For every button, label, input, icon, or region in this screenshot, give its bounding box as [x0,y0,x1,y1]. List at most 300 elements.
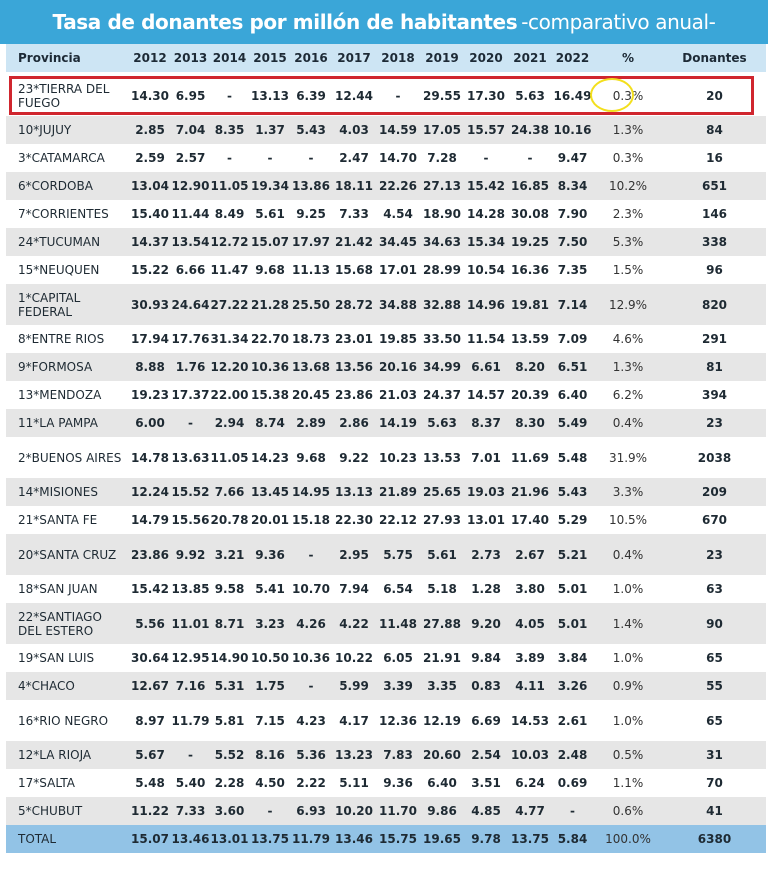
cell-2019: 6.40 [427,776,457,790]
cell-2014: - [227,88,232,103]
cell-2020: 9.84 [471,651,501,665]
cell-2012: 13.04 [131,179,169,193]
cell-2019: 5.63 [427,416,457,430]
cell-donantes: 651 [701,179,728,193]
cell-2015: 20.01 [251,513,289,527]
cell-2020: 13.01 [467,513,505,527]
cell-2016: 10.36 [292,651,330,665]
cell-2016: 14.95 [292,485,330,499]
cell-2018: 9.36 [383,776,413,790]
cell-2017: 2.86 [339,416,369,430]
cell-donantes: 820 [701,297,728,312]
cell-2014: 11.05 [210,450,249,465]
cell-2017: 4.17 [339,713,369,728]
cell-2019: 5.61 [427,547,457,562]
cell-2014: 8.35 [214,123,245,137]
cell-2020: 4.85 [471,804,501,818]
cell-2016: 18.73 [292,332,330,346]
cell-donantes: 16 [706,151,723,165]
cell-2017: 9.22 [339,450,369,465]
table-row [6,769,766,797]
cell-2012: 14.30 [131,88,169,103]
cell-2021: 20.39 [511,388,549,402]
cell-2017: 7.94 [339,582,369,596]
table-row [6,700,766,741]
cell-2014: 7.66 [214,485,245,499]
cell-provincia: 24*TUCUMAN [18,235,101,249]
cell-2021: 5.63 [515,88,545,103]
cell-2013: 6.66 [175,263,206,277]
cell-2020: 3.51 [471,776,501,790]
cell-donantes: 65 [706,713,723,728]
cell-2017: 4.22 [339,616,369,631]
cell-provincia: 15*NEUQUEN [18,263,100,277]
cell-2012: 15.42 [131,582,169,596]
cell-provincia: 10*JUJUY [18,123,72,137]
cell-provincia: 22*SANTIAGO DEL ESTERO [18,609,102,638]
cell-donantes: 96 [706,263,723,277]
cell-2021: 3.89 [515,651,545,665]
cell-donantes: 63 [706,582,723,596]
cell-2022: 7.50 [557,235,588,249]
cell-2019: 21.91 [423,651,461,665]
cell-2017: 5.11 [339,776,369,790]
cell-2017: 21.42 [335,235,373,249]
cell-2015: 15.38 [251,388,289,402]
cell-pct: 0.4% [612,416,644,430]
cell-2022: 2.61 [557,713,588,728]
cell-2017: 5.99 [339,679,369,693]
cell-2016: 9.68 [296,450,326,465]
cell-provincia: 11*LA PAMPA [18,416,98,430]
cell-2013: 11.01 [171,616,210,631]
cell-2018: 5.75 [383,547,413,562]
cell-donantes: 65 [706,651,723,665]
cell-pct: 1.0% [612,713,644,728]
cell-2013: 7.04 [175,123,206,137]
cell-2017: 10.22 [335,651,373,665]
cell-2019: 27.93 [423,513,461,527]
cell-2012: 30.64 [131,651,169,665]
cell-2017: 4.03 [339,123,369,137]
cell-pct: 2.3% [612,207,644,221]
cell-pct: 1.1% [612,776,644,790]
cell-2019: 13.53 [423,450,461,465]
cell-2015: 22.70 [251,332,289,346]
cell-2013: 7.33 [175,804,206,818]
cell-2021: 10.03 [511,748,549,762]
cell-2022: 6.40 [557,388,588,402]
table-row [6,797,766,825]
cell-2021: 8.30 [515,416,545,430]
table-row [6,228,766,256]
cell-2020: 15.42 [467,179,505,193]
cell-2022: - [570,804,575,818]
cell-2021: - [527,151,533,165]
cell-2017: 18.11 [335,179,373,193]
cell-2016: 4.23 [296,713,326,728]
cell-pct: 0.5% [612,748,644,762]
cell-2020: 14.96 [467,297,505,312]
cell-2015: 15.07 [251,235,289,249]
cell-2022: 5.21 [557,547,588,562]
cell-2021: 16.36 [511,263,549,277]
cell-2021: 11.69 [511,450,549,465]
cell-2017: 2.95 [339,547,369,562]
total-row [6,825,766,853]
cell-donantes: 338 [701,235,728,249]
cell-2018: 10.23 [379,450,417,465]
cell-2015: 13.75 [251,832,289,846]
header-2012: 2012 [133,51,167,65]
cell-2021: 6.24 [515,776,545,790]
cell-2012: 14.79 [131,513,169,527]
cell-2016: 6.39 [296,88,326,103]
cell-2018: 11.48 [379,616,417,631]
cell-provincia: 4*CHACO [18,679,75,693]
cell-donantes: 55 [706,679,723,693]
cell-2022: 9.47 [557,151,588,165]
table-row [6,437,766,478]
cell-2021: 16.85 [511,179,549,193]
cell-2014: 5.81 [214,713,245,728]
header-pct: % [621,51,635,65]
table-header-row [6,44,766,72]
header-2017: 2017 [337,51,371,65]
cell-pct: 1.5% [612,263,644,277]
cell-2014: 22.00 [210,388,249,402]
cell-2012: 5.56 [135,616,165,631]
cell-2012: 14.78 [131,450,169,465]
cell-2021: 2.67 [515,547,545,562]
cell-pct: 0.4% [612,547,644,562]
header-2019: 2019 [425,51,459,65]
cell-provincia: TOTAL [18,832,57,846]
cell-2022: 5.49 [557,416,588,430]
cell-2015: - [267,151,273,165]
cell-2022: 7.14 [557,297,588,312]
cell-pct: 1.0% [612,651,644,665]
cell-2018: 6.54 [383,582,413,596]
cell-2016: 2.89 [296,416,326,430]
table-row [6,672,766,700]
cell-2020: 8.37 [471,416,501,430]
cell-donantes: 23 [706,416,723,430]
cell-pct: 1.3% [612,123,644,137]
cell-2013: 15.56 [171,513,210,527]
cell-2017: 7.33 [339,207,369,221]
cell-2019: 33.50 [423,332,461,346]
cell-2016: 5.36 [296,748,326,762]
cell-2019: 28.99 [423,263,461,277]
header-2018: 2018 [381,51,415,65]
cell-donantes: 31 [706,748,723,762]
cell-2022: 10.16 [553,123,592,137]
cell-2021: 13.75 [511,832,549,846]
cell-2012: 12.67 [131,679,169,693]
cell-2019: 27.13 [423,179,461,193]
cell-pct: 10.5% [608,513,648,527]
table-row [6,478,766,506]
cell-2020: - [483,151,489,165]
cell-2014: 31.34 [210,332,249,346]
cell-2015: 4.50 [255,776,285,790]
cell-2012: 5.48 [135,776,165,790]
cell-donantes: 6380 [697,832,732,846]
cell-2014: 20.78 [210,513,249,527]
cell-2016: 10.70 [292,582,330,596]
table-row [6,409,766,437]
cell-2019: 34.63 [423,235,461,249]
cell-2020: 14.28 [467,207,505,221]
cell-2012: 6.00 [135,416,165,430]
cell-2014: 12.72 [210,235,249,249]
cell-2018: 12.36 [379,713,417,728]
cell-2019: 20.60 [423,748,461,762]
cell-2014: 8.49 [214,207,245,221]
header-2015: 2015 [253,51,287,65]
cell-2013: 24.64 [171,297,210,312]
cell-2013: 1.76 [175,360,206,374]
cell-2021: 13.59 [511,332,549,346]
cell-2015: 14.23 [251,450,289,465]
cell-2012: 23.86 [131,547,169,562]
cell-donantes: 670 [701,513,728,527]
cell-2020: 10.54 [467,263,505,277]
cell-2015: 9.68 [255,263,285,277]
cell-2019: 12.19 [423,713,461,728]
cell-2012: 12.24 [131,485,169,499]
cell-2020: 15.34 [467,235,505,249]
cell-2012: 30.93 [131,297,169,312]
cell-2015: 13.13 [251,88,289,103]
cell-2021: 17.40 [511,513,549,527]
cell-pct: 1.3% [612,360,644,374]
cell-2022: 7.90 [557,207,588,221]
cell-pct: 1.0% [612,582,644,596]
header-2020: 2020 [469,51,503,65]
cell-2019: 19.65 [423,832,461,846]
cell-pct: 5.3% [612,235,644,249]
cell-2013: - [188,748,193,762]
cell-2021: 24.38 [511,123,549,137]
cell-2014: 11.05 [210,179,249,193]
cell-2021: 19.25 [511,235,549,249]
cell-2016: 11.13 [292,263,330,277]
cell-pct: 12.9% [608,297,648,312]
cell-pct: 0.6% [612,804,644,818]
cell-provincia: 16*RIO NEGRO [18,713,109,728]
cell-2015: 3.23 [255,616,285,631]
cell-2018: 14.59 [379,123,417,137]
cell-2015: 1.37 [255,123,285,137]
cell-pct: 100.0% [605,832,651,846]
cell-2020: 9.78 [471,832,501,846]
cell-2020: 1.28 [471,582,501,596]
cell-donantes: 70 [706,776,723,790]
cell-2013: 17.37 [171,388,210,402]
cell-2015: 10.50 [251,651,289,665]
cell-2015: 13.45 [251,485,289,499]
cell-2012: 11.22 [131,804,169,818]
cell-2016: 4.26 [296,616,326,631]
table-row [6,741,766,769]
cell-2022: 3.84 [557,651,588,665]
cell-2014: 13.01 [210,832,249,846]
cell-provincia: 8*ENTRE RIOS [18,332,105,346]
table-row [6,75,766,116]
cell-2021: 14.53 [511,713,549,728]
cell-2016: - [308,547,314,562]
header-2016: 2016 [294,51,328,65]
cell-2022: 5.01 [557,582,588,596]
cell-provincia: 18*SAN JUAN [18,582,98,596]
cell-2020: 6.61 [471,360,501,374]
cell-2013: 13.63 [171,450,210,465]
cell-2020: 15.57 [467,123,505,137]
cell-provincia: 17*SALTA [18,776,75,790]
cell-2022: 5.84 [557,832,588,846]
cell-2016: 13.86 [292,179,330,193]
cell-donantes: 41 [706,804,723,818]
cell-2019: 32.88 [423,297,461,312]
cell-2020: 14.57 [467,388,505,402]
table-row [6,284,766,325]
cell-2018: 14.70 [379,151,417,165]
cell-2017: 13.23 [335,748,373,762]
cell-donantes: 146 [701,207,728,221]
header-2021: 2021 [513,51,547,65]
cell-provincia: 20*SANTA CRUZ [18,547,117,562]
cell-2018: 19.85 [379,332,417,346]
table-row [6,116,766,144]
cell-2022: 5.01 [557,616,588,631]
cell-2020: 17.30 [467,88,505,103]
header-provincia: Provincia [18,51,81,65]
cell-2017: 13.46 [335,832,373,846]
cell-2019: 29.55 [423,88,461,103]
cell-2020: 6.69 [471,713,501,728]
cell-provincia: 12*LA RIOJA [18,748,92,762]
cell-2014: 5.52 [214,748,245,762]
cell-2021: 3.80 [515,582,545,596]
cell-2022: 8.34 [557,179,588,193]
cell-2019: 3.35 [427,679,457,693]
cell-2012: 14.37 [131,235,169,249]
cell-2016: 20.45 [292,388,330,402]
cell-2021: 8.20 [515,360,545,374]
cell-2016: 2.22 [296,776,326,790]
cell-2017: 13.13 [335,485,373,499]
cell-donantes: 90 [706,616,723,631]
cell-2015: 10.36 [251,360,289,374]
cell-2017: 2.47 [339,151,369,165]
cell-provincia: 14*MISIONES [18,485,98,499]
cell-2018: 21.89 [379,485,417,499]
cell-2014: 14.90 [210,651,249,665]
cell-2018: 34.45 [379,235,417,249]
cell-2013: 7.16 [175,679,206,693]
cell-2014: 27.22 [210,297,249,312]
cell-2022: 6.51 [557,360,588,374]
table-row [6,534,766,575]
cell-2012: 2.59 [135,151,165,165]
cell-2022: 5.48 [557,450,588,465]
cell-2018: 22.12 [379,513,417,527]
cell-2012: 5.67 [135,748,165,762]
cell-2016: 11.79 [292,832,330,846]
cell-provincia: 7*CORRIENTES [18,207,109,221]
cell-2013: 15.52 [171,485,210,499]
table-row [6,381,766,409]
cell-pct: 3.3% [612,485,644,499]
cell-2015: 7.15 [255,713,285,728]
cell-2022: 3.26 [557,679,588,693]
cell-2022: 7.35 [557,263,588,277]
header-2013: 2013 [173,51,208,65]
cell-2015: 1.75 [255,679,285,693]
cell-2022: 5.29 [557,513,588,527]
chart-title: Tasa de donantes por millón de habitantes [52,10,518,34]
cell-pct: 0.3% [612,88,644,103]
cell-2015: - [267,804,273,818]
cell-2017: 23.01 [335,332,373,346]
cell-2018: - [395,88,401,103]
cell-2016: - [308,679,314,693]
cell-2021: 4.77 [515,804,545,818]
table-row [6,575,766,603]
cell-donantes: 81 [706,360,723,374]
cell-2012: 17.94 [131,332,169,346]
cell-pct: 6.2% [612,388,644,402]
cell-2018: 14.19 [379,416,417,430]
cell-2016: 25.50 [292,297,330,312]
cell-2014: 2.28 [214,776,245,790]
cell-2014: 8.71 [214,616,245,631]
chart-subtitle: -comparativo anual- [521,10,716,34]
cell-2014: - [227,151,232,165]
cell-provincia: 19*SAN LUIS [18,651,95,665]
cell-2016: 6.93 [296,804,326,818]
cell-2020: 2.54 [471,748,501,762]
cell-2020: 7.01 [471,450,501,465]
cell-2019: 27.88 [423,616,461,631]
cell-2022: 2.48 [557,748,588,762]
cell-2017: 28.72 [335,297,373,312]
cell-2017: 15.68 [335,263,373,277]
cell-2012: 15.40 [131,207,169,221]
cell-provincia: 23*TIERRA DEL FUEGO [18,81,110,110]
cell-2013: 13.54 [171,235,210,249]
cell-2016: 13.68 [292,360,330,374]
cell-2014: 12.20 [210,360,249,374]
header-2014: 2014 [212,51,247,65]
cell-2017: 12.44 [335,88,373,103]
cell-2021: 4.11 [515,679,545,693]
cell-provincia: 9*FORMOSA [18,360,93,374]
cell-2015: 8.74 [255,416,285,430]
cell-provincia: 21*SANTA FE [18,513,98,527]
header-donantes: Donantes [682,51,747,65]
cell-2013: 11.79 [171,713,210,728]
cell-2017: 22.30 [335,513,373,527]
cell-2012: 8.88 [135,360,165,374]
cell-2012: 15.07 [131,832,169,846]
cell-2013: 5.40 [175,776,206,790]
cell-2018: 4.54 [383,207,413,221]
cell-2018: 21.03 [379,388,417,402]
cell-pct: 0.3% [612,151,644,165]
